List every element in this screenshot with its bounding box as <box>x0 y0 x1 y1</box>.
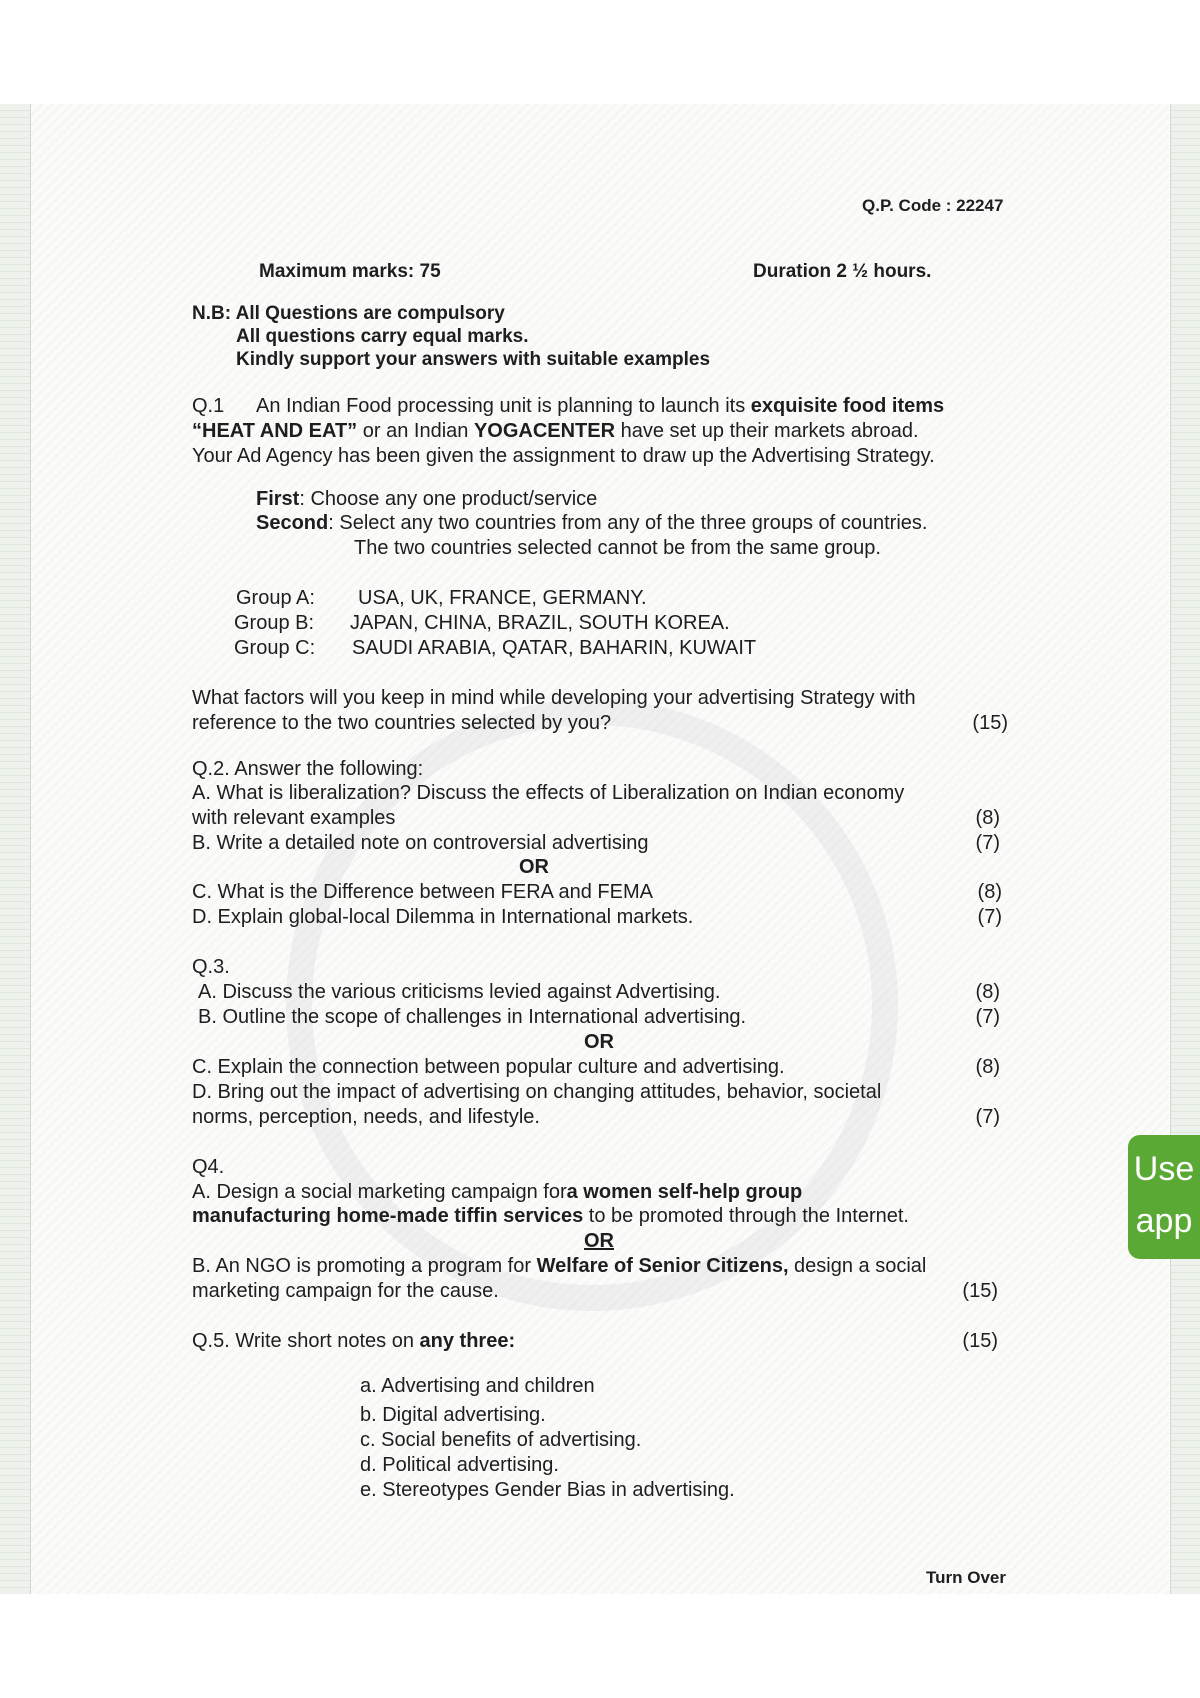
q5-item-c: c. Social benefits of advertising. <box>360 1429 642 1451</box>
q1-first: First: Choose any one product/service <box>256 488 598 510</box>
q4-a-line-2: manufacturing home-made tiffin services to be promoted through the Internet. <box>192 1205 909 1227</box>
q3-a-marks: (8) <box>975 981 1000 1003</box>
q5-item-b: b. Digital advertising. <box>360 1404 546 1426</box>
q4-b-line-2: marketing campaign for the cause. <box>192 1280 499 1302</box>
q5-title: Q.5. Write short notes on any three: <box>192 1330 516 1352</box>
q1-line-2: “HEAT AND EAT” or an Indian YOGACENTER have set up their markets abroad. <box>192 420 919 442</box>
q1-number: Q.1 <box>192 395 225 417</box>
nb-line-2: All questions carry equal marks. <box>236 326 529 347</box>
q2-title: Q.2. Answer the following: <box>192 758 424 780</box>
q1-second-cont: The two countries selected cannot be from the same group. <box>354 537 881 559</box>
q3-c-marks: (8) <box>975 1056 1000 1078</box>
q1-question-2: reference to the two countries selected by you? <box>192 712 612 734</box>
q2-b: B. Write a detailed note on controversial advertising <box>192 832 649 854</box>
q3-d-marks: (7) <box>975 1106 1000 1128</box>
q3-b-marks: (7) <box>975 1006 1000 1028</box>
q5-item-e: e. Stereotypes Gender Bias in advertising. <box>360 1479 735 1501</box>
q1-marks: (15) <box>972 712 1008 734</box>
q4-or: OR <box>584 1230 614 1252</box>
turn-over: Turn Over <box>926 1568 1006 1587</box>
q1-line-1: An Indian Food processing unit is planning to launch its exquisite food items <box>256 395 945 417</box>
duration: Duration 2 ½ hours. <box>753 261 932 282</box>
q2-d: D. Explain global-local Dilemma in International markets. <box>192 906 694 928</box>
group-b-label: Group B: <box>234 612 315 634</box>
max-marks: Maximum marks: 75 <box>259 261 441 282</box>
use-app-button[interactable] <box>1128 1135 1200 1259</box>
q3-d-line-2: norms, perception, needs, and lifestyle. <box>192 1106 540 1128</box>
q4-a-line-1: A. Design a social marketing campaign fora women self-help group <box>192 1181 803 1203</box>
q4-marks: (15) <box>962 1280 998 1302</box>
q3-c: C. Explain the connection between popular culture and advertising. <box>192 1056 785 1078</box>
use-app-line-1: Use <box>1133 1150 1195 1188</box>
group-a-countries: USA, UK, FRANCE, GERMANY. <box>358 587 647 609</box>
q4-title: Q4. <box>192 1156 225 1178</box>
q2-a-marks: (8) <box>975 807 1000 829</box>
group-c-label: Group C: <box>234 637 316 659</box>
group-b-countries: JAPAN, CHINA, BRAZIL, SOUTH KOREA. <box>350 612 730 634</box>
q2-d-marks: (7) <box>977 906 1002 928</box>
q1-second: Second: Select any two countries from any of the three groups of countries. <box>256 512 928 534</box>
q3-or: OR <box>584 1031 614 1053</box>
q3-d-line-1: D. Bring out the impact of advertising on changing attitudes, behavior, societal <box>192 1081 882 1103</box>
right-margin-strip <box>1170 104 1200 1594</box>
q3-a: A. Discuss the various criticisms levied against Advertising. <box>198 981 721 1003</box>
q2-a-line-1: A. What is liberalization? Discuss the effects of Liberalization on Indian economy <box>192 782 905 804</box>
q5-item-d: d. Political advertising. <box>360 1454 559 1476</box>
q5-marks: (15) <box>962 1330 998 1352</box>
group-a-label: Group A: <box>236 587 315 609</box>
q5-item-a: a. Advertising and children <box>360 1375 595 1397</box>
q2-c-marks: (8) <box>977 881 1002 903</box>
q1-line-3: Your Ad Agency has been given the assignment to draw up the Advertising Strategy. <box>192 445 935 467</box>
q3-b: B. Outline the scope of challenges in International advertising. <box>198 1006 747 1028</box>
q1-question-1: What factors will you keep in mind while developing your advertising Strategy with <box>192 687 916 709</box>
q2-b-marks: (7) <box>975 832 1000 854</box>
nb-line-1: N.B: All Questions are compulsory <box>192 303 505 324</box>
nb-line-3: Kindly support your answers with suitable examples <box>236 349 711 370</box>
use-app-line-2: app <box>1135 1202 1193 1240</box>
group-c-countries: SAUDI ARABIA, QATAR, BAHARIN, KUWAIT <box>352 637 757 659</box>
q2-a-line-2: with relevant examples <box>192 807 396 829</box>
left-margin-strip <box>0 104 31 1594</box>
q2-c: C. What is the Difference between FERA and FEMA <box>192 881 653 903</box>
q3-title: Q.3. <box>192 956 230 978</box>
qp-code: Q.P. Code : 22247 <box>862 196 1004 215</box>
q2-or: OR <box>519 856 549 878</box>
q4-b-line-1: B. An NGO is promoting a program for Welfare of Senior Citizens, design a social <box>192 1255 927 1277</box>
